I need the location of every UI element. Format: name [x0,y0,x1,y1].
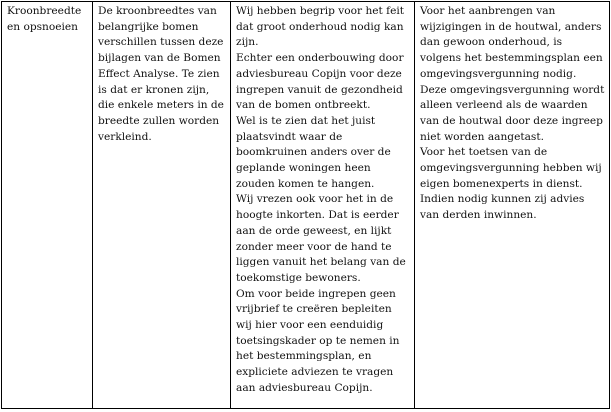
topic-text: Kroonbreedte en opsnoeien [7,5,82,33]
table-row [2,2,610,409]
concern-paragraph: Echter een onderbouwing door adviesbureau Copijn voor deze ingrepen vanuit de gezondheid van de bomen ontbreekt. [236,52,404,112]
concern-paragraph: Wij vrezen ook voor het in de hoogte inkorten. Dat is eerder aan de orde geweest, en lijkt zonder meer voor de hand te liggen vanuit het belang van de toekomstige bewoners. [236,193,406,284]
concern-paragraph: Wel is te zien dat het juist plaatsvindt waar de boomkruinen anders over de geplande woningen heen zouden komen te hangen. [236,114,391,190]
response-paragraph: Voor het toetsen van de omgevingsvergunning hebben wij eigen bomenexperts in dienst. Indien nodig kunnen zij advies van derden inwinnen. [420,146,602,222]
document-table [1,1,610,409]
response-cell [415,2,610,409]
concern-paragraph: Wij hebben begrip voor het feit dat groot onderhoud nodig kan zijn. [236,5,405,49]
response-paragraph: Deze omgevingsvergunning wordt alleen verleend als de waarden van de houtwal door deze ingreep niet worden aangetast. [420,83,605,143]
observation-cell [93,2,231,409]
observation-text: De kroonbreedtes van belangrijke bomen verschillen tussen deze bijlagen van de Bomen Effect Analyse. Te zien is dat er kronen zijn, die enkele meters in de breedte zullen worden verkleind. [98,5,224,143]
concern-cell [231,2,415,409]
topic-cell [2,2,93,409]
concern-paragraph: Om voor beide ingrepen geen vrijbrief te creëren bepleiten wij hier voor een eenduidig toetsingskader op te nemen in het bestemmingsplan, en expliciete adviezen te vragen aan adviesbureau Copijn. [236,287,400,394]
response-paragraph: Voor het aanbrengen van wijzigingen in de houtwal, anders dan gewoon onderhoud, is volgens het bestemmingsplan een omgevingsvergunning nodig. [420,5,603,80]
